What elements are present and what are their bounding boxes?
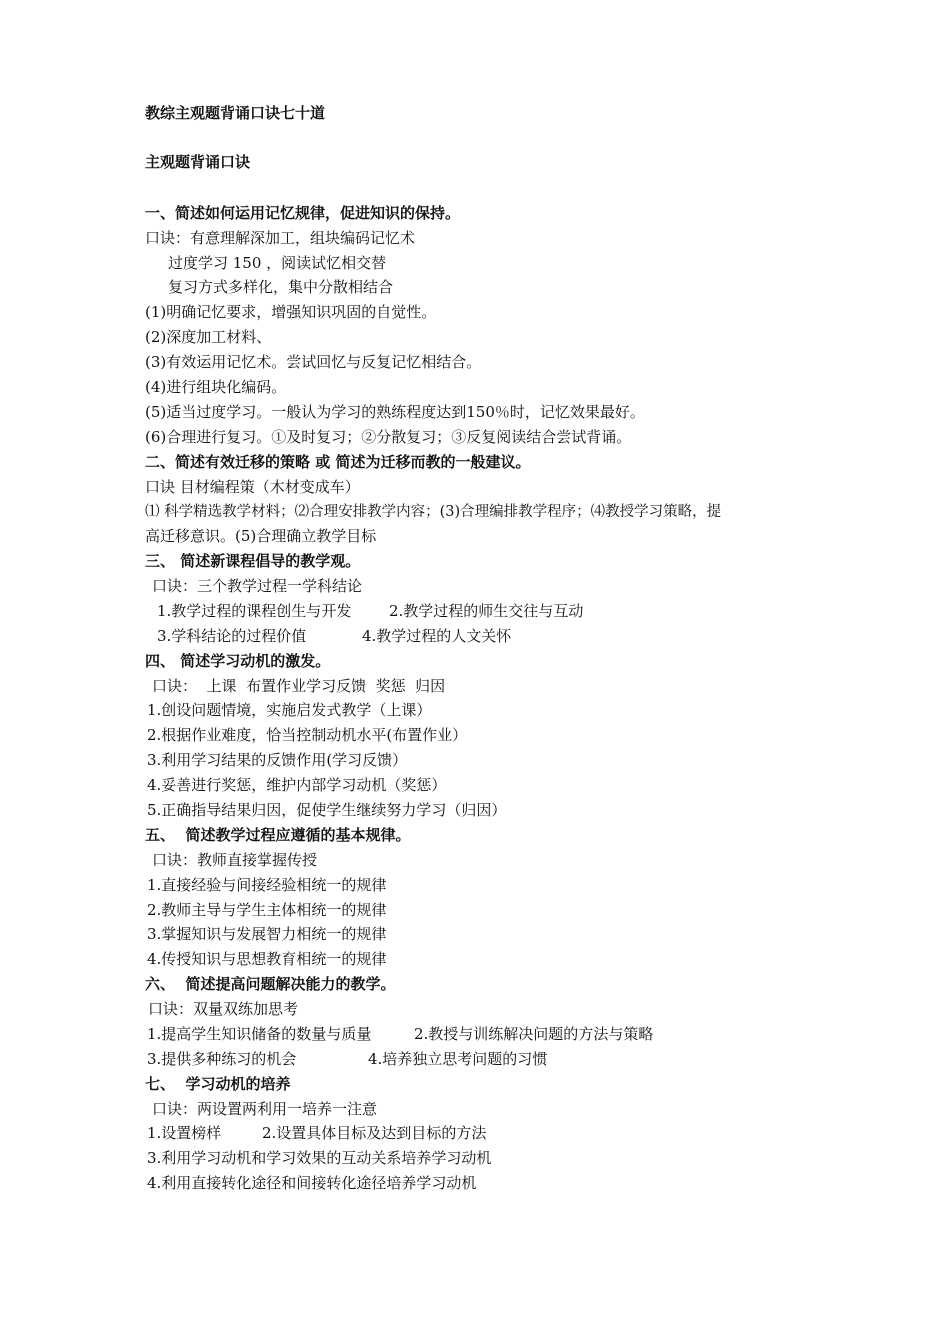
section-3-point-2: 2.教学过程的师生交往与互动	[389, 602, 584, 620]
section-3-point-1: 1.教学过程的课程创生与开发	[157, 602, 352, 620]
section-3-point-4: 4.教学过程的人文关怀	[362, 627, 512, 645]
section-3-mnemonic: 口诀：三个教学过程一学科结论	[152, 577, 363, 595]
section-2-points: ⑴ 科学精选教学材料；⑵合理安排教学内容；(3)合理编排教学程序；⑷教授学习策略，提	[145, 504, 722, 520]
section-6-point-1: 1.提高学生知识储备的数量与质量	[147, 1025, 372, 1043]
section-4-point-4: 4.妥善进行奖惩，维护内部学习动机（奖惩）	[147, 776, 447, 794]
section-1-point-2: (2)深度加工材料、	[145, 328, 272, 346]
section-1-mnemonic: 口诀：有意理解深加工，组块编码记忆术	[145, 229, 416, 247]
section-1-mnemonic-line-2: 过度学习 150 ，阅读试忆相交替	[168, 254, 387, 272]
section-7-point-4: 4.利用直接转化途径和间接转化途径培养学习动机	[147, 1174, 477, 1192]
section-7-mnemonic: 口诀：两设置两利用一培养一注意	[152, 1100, 378, 1118]
section-2-mnemonic: 口诀 目材编程策（木材变成车）	[145, 478, 360, 496]
section-6-point-3: 3.提供多种练习的机会	[147, 1050, 297, 1068]
document-title: 教综主观题背诵口诀七十道	[145, 104, 326, 122]
section-4-mnemonic: 口诀： 上课 布置作业学习反馈 奖惩 归因	[152, 677, 446, 695]
section-1-point-6: (6)合理进行复习。①及时复习；②分散复习；③反复阅读结合尝试背诵。	[145, 428, 632, 446]
section-4-point-1: 1.创设问题情境，实施启发式教学（上课）	[147, 701, 432, 719]
section-3-point-3: 3.学科结论的过程价值	[157, 627, 307, 645]
section-5-point-1: 1.直接经验与间接经验相统一的规律	[147, 876, 387, 894]
section-4-point-2: 2.根据作业难度，恰当控制动机水平(布置作业）	[147, 726, 468, 744]
section-1-point-4: (4)进行组块化编码。	[145, 378, 287, 396]
section-4-point-5: 5.正确指导结果归因，促使学生继续努力学习（归因）	[147, 801, 507, 819]
section-1-point-1: (1)明确记忆要求，增强知识巩固的自觉性。	[145, 303, 437, 321]
section-2-heading: 二、简述有效迁移的策略 或 简述为迁移而教的一般建议。	[145, 453, 531, 471]
section-5-point-4: 4.传授知识与思想教育相统一的规律	[147, 950, 387, 968]
section-6-mnemonic: 口诀：双量双练加思考	[148, 1000, 299, 1018]
section-4-point-3: 3.利用学习结果的反馈作用(学习反馈）	[147, 751, 408, 769]
section-5-point-3: 3.掌握知识与发展智力相统一的规律	[147, 925, 387, 943]
section-7-point-1: 1.设置榜样	[147, 1124, 222, 1142]
section-1-heading: 一、简述如何运用记忆规律，促进知识的保持。	[145, 204, 461, 222]
section-2-points-continued: 高迁移意识。(5)合理确立教学目标	[145, 527, 377, 545]
section-5-mnemonic: 口诀：教师直接掌握传授	[152, 851, 318, 869]
section-5-heading: 五、 简述教学过程应遵循的基本规律。	[145, 826, 411, 844]
section-1-point-5: (5)适当过度学习。一般认为学习的熟练程度达到150％时，记忆效果最好。	[145, 403, 645, 421]
section-4-heading: 四、 简述学习动机的激发。	[145, 652, 331, 670]
section-6-point-4: 4.培养独立思考问题的习惯	[368, 1050, 548, 1068]
section-7-point-3: 3.利用学习动机和学习效果的互动关系培养学习动机	[147, 1149, 492, 1167]
section-3-heading: 三、 简述新课程倡导的教学观。	[145, 552, 361, 570]
section-7-heading: 七、 学习动机的培养	[145, 1075, 291, 1093]
section-7-point-2: 2.设置具体目标及达到目标的方法	[262, 1124, 487, 1142]
section-6-heading: 六、 简述提高问题解决能力的教学。	[145, 975, 396, 993]
section-6-point-2: 2.教授与训练解决问题的方法与策略	[414, 1025, 654, 1043]
document-subtitle: 主观题背诵口诀	[145, 153, 251, 171]
section-1-mnemonic-line-3: 复习方式多样化，集中分散相结合	[168, 278, 394, 296]
section-1-point-3: (3)有效运用记忆术。尝试回忆与反复记忆相结合。	[145, 353, 482, 371]
section-5-point-2: 2.教师主导与学生主体相统一的规律	[147, 901, 387, 919]
